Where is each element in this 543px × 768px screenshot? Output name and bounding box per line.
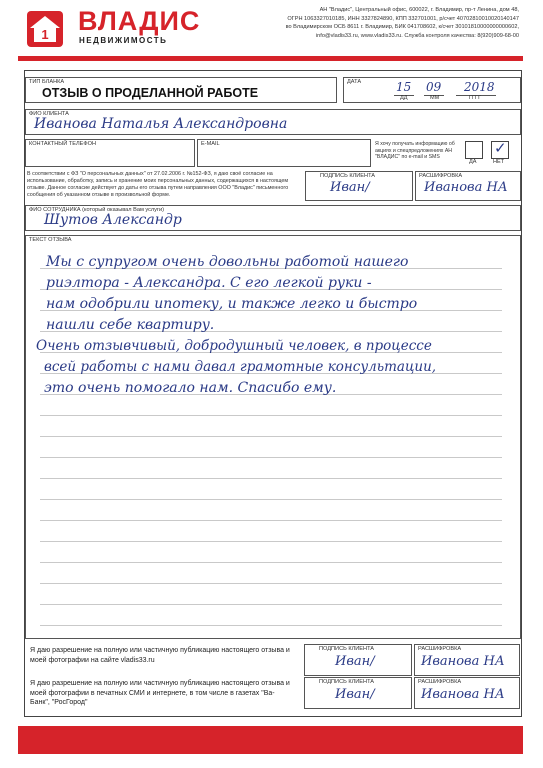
pub1-signature[interactable]: Иван/ [335,654,375,669]
ruled-line [40,457,502,458]
review-line: это очень помогало нам. Спасибо ему. [44,380,337,396]
pub1-decode-label: РАСШИФРОВКА [418,646,462,652]
phone-label: КОНТАКТНЫЙ ТЕЛЕФОН [29,141,96,147]
client-signature[interactable]: Иван/ [330,180,370,195]
client-signature-box [305,171,413,201]
phone-box [25,139,195,167]
review-line: нашли себе квартиру. [46,317,215,333]
pub1-decode[interactable]: Иванова НА [421,654,505,669]
client-name-field[interactable]: Иванова Наталья Александровна [34,116,288,132]
header-divider [18,56,523,61]
review-line: нам одобрили ипотеку, и также легко и быстро [46,296,418,312]
client-decode-label: РАСШИФРОВКА [419,173,463,179]
pub2-decode-box [414,677,520,709]
brand-logo-icon [24,8,66,50]
pub2-signature[interactable]: Иван/ [335,687,375,702]
company-line: АН "Владис", Центральный офис, 600022, г. Владимир, пр-т Ленина, дом 48, [319,7,519,13]
pub2-decode[interactable]: Иванова НА [421,687,505,702]
date-label: ДАТА [347,79,362,85]
employee-label: ФИО СОТРУДНИКА (который оказывал Вам услуги) [29,207,164,213]
pub2-signature-box [304,677,412,709]
client-name-box [25,109,521,135]
publication-consent-media: Я даю разрешение на полную или частичную публикацию настоящего отзыва и моей фотографии в печатных СМИ и интернете, в том числе в газетах "Ва-Банк", "РосГород" [30,680,290,706]
ruled-line [40,625,502,626]
company-line: во Владимирском ОСБ 8611 г. Владимир, БИК 041708602, к/счет 30101810000000000602, [285,24,519,31]
ruled-line [40,436,502,437]
pub1-decode-box [414,644,520,676]
date-sub-year: ГГГГ [469,95,482,101]
client-decode-box [415,171,521,201]
ruled-line [40,562,502,563]
checkmark-icon: ✓ [494,139,507,157]
date-month[interactable]: 09 [426,80,442,94]
review-line: всей работы с нами давал грамотные консультации, [44,359,437,375]
ruled-line [40,499,502,500]
employee-box [25,205,521,231]
company-line: ОГРН 1063327010185, ИНН 3327824890, КПП 332701001, р/счет 40702810010020140147 [287,15,519,22]
svg-text:1: 1 [41,27,49,42]
ruled-line [40,583,502,584]
email-label: E-MAIL [201,141,220,147]
employee-name[interactable]: Шутов Александр [44,212,182,228]
email-box [197,139,371,167]
client-decode[interactable]: Иванова НА [424,180,508,195]
form-type-box [25,77,337,103]
newsletter-yes-checkbox[interactable] [465,141,483,159]
date-box [343,77,521,103]
client-name-label: ФИО КЛИЕНТА [29,111,69,117]
consent-text: В соответствии с ФЗ "О персональных данных" от 27.02.2006 г. №152-ФЗ, я даю своё согласие на использование, обработку, запись и хранение моих персональных данных, содержащихся в настоящем отзыве. Данное согласие действует до даты его отзыва путем направления ООО "Владис" письменного сообщения об указанном отзыве в произвольной форме. [27,171,289,198]
date-sub-day: ДД [400,95,408,101]
newsletter-no-checkbox[interactable] [491,141,509,159]
newsletter-yes-label: ДА [469,159,477,165]
form-type-label: ТИП БЛАНКА [29,79,65,85]
footer-band [18,726,523,754]
client-signature-label: ПОДПИСЬ КЛИЕНТА [320,173,376,179]
review-label: ТЕКСТ ОТЗЫВА [29,237,72,243]
ruled-line [40,541,502,542]
pub2-signature-label: ПОДПИСЬ КЛИЕНТА [319,679,375,685]
review-line: риэлтора - Александра. С его легкой руки - [46,275,372,291]
pub2-decode-label: РАСШИФРОВКА [418,679,462,685]
pub1-signature-label: ПОДПИСЬ КЛИЕНТА [319,646,375,652]
brand-name: ВЛАДИС [78,6,201,36]
newsletter-no-label: НЕТ [493,159,505,165]
publication-consent-site: Я даю разрешение на полную или частичную публикацию настоящего отзыва и моей фотографии на сайте vladis33.ru [30,647,290,664]
company-details [189,6,519,40]
date-day[interactable]: 15 [396,80,412,94]
review-line: Очень отзывчивый, добродушный человек, в процессе [36,338,432,354]
ruled-line [40,520,502,521]
company-line: info@vladis33.ru, www.vladis33.ru. Служба контроля качества: 8(920)909-68-00 [315,32,519,39]
review-line: Мы с супругом очень довольны работой нашего [46,254,409,270]
ruled-line [40,478,502,479]
pub1-signature-box [304,644,412,676]
date-year[interactable]: 2018 [464,80,495,94]
ruled-line [40,415,502,416]
ruled-line [40,604,502,605]
brand-subtitle: НЕДВИЖИМОСТЬ [79,36,168,45]
form-title: ОТЗЫВ О ПРОДЕЛАННОЙ РАБОТЕ [42,86,259,100]
date-sub-month: ММ [430,95,440,101]
newsletter-text: Я хочу получать информацию об акциях и спецпредложениях АН "ВЛАДИС" по e-mail и SMS [375,141,455,160]
